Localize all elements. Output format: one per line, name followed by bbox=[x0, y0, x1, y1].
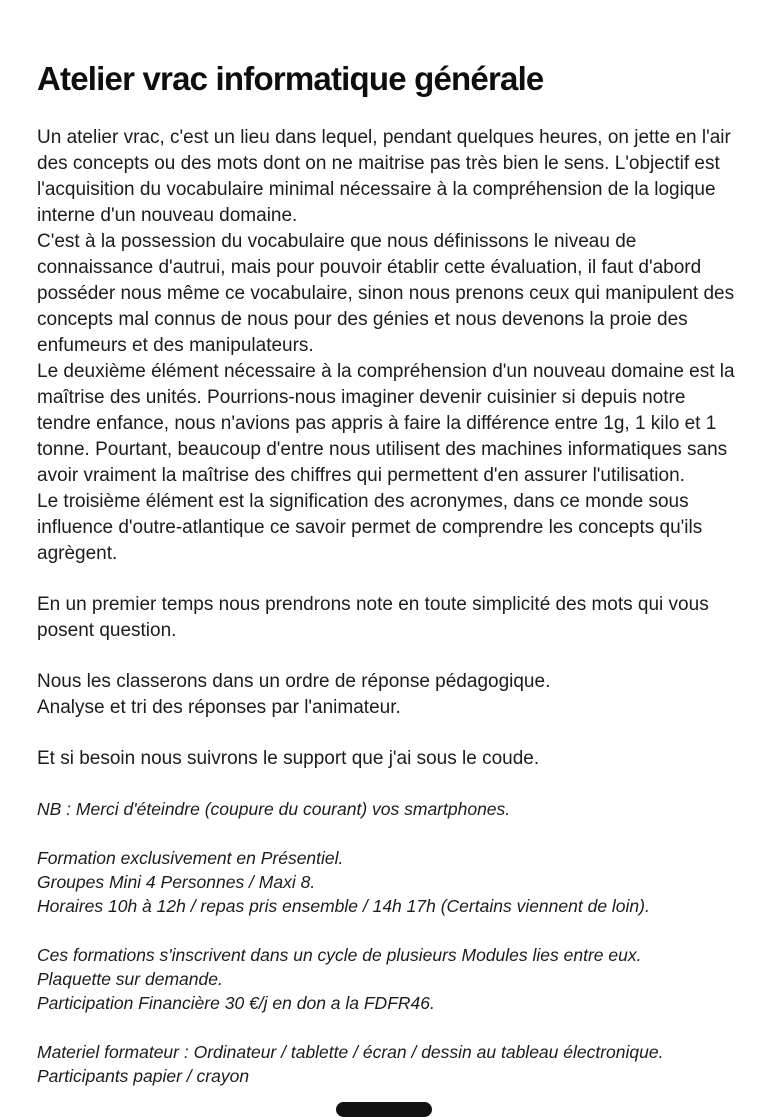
text-line: Le deuxième élément nécessaire à la compréhension d'un nouveau domaine est la maîtrise des unités. Pourrions-nous imaginer devenir cuisinier si depuis notre tendre enfance, nous n'avions pas appris à faire la différence entre 1g, 1 kilo et 1 tonne. Pourtant, beaucoup d'entre nous utilisent des machines informatiques sans avoir vraiment la maîtrise des chiffres qui permettent d'en assurer l'utilisation. bbox=[37, 361, 735, 486]
text-line: En un premier temps nous prendrons note en toute simplicité des mots qui vous posent question. bbox=[37, 594, 709, 641]
home-indicator-bar[interactable] bbox=[336, 1102, 432, 1117]
text-line: Materiel formateur : Ordinateur / tablette / écran / dessin au tableau électronique. bbox=[37, 1042, 664, 1062]
text-block bbox=[37, 797, 744, 821]
text-line: Et si besoin nous suivrons le support que j'ai sous le coude. bbox=[37, 748, 540, 769]
text-block bbox=[37, 669, 744, 721]
text-line: Un atelier vrac, c'est un lieu dans lequel, pendant quelques heures, on jette en l'air des concepts ou des mots dont on ne maitrise pas très bien le sens. L'objectif est l'acquisition du vocabulaire minimal nécessaire à la compréhension de la logique interne d'un nouveau domaine. bbox=[37, 127, 731, 226]
text-block bbox=[37, 746, 744, 772]
text-line: Groupes Mini 4 Personnes / Maxi 8. bbox=[37, 872, 316, 892]
text-block bbox=[37, 592, 744, 644]
text-line: Plaquette sur demande. bbox=[37, 969, 223, 989]
text-line: NB : Merci d'éteindre (coupure du courant) vos smartphones. bbox=[37, 799, 511, 819]
text-line: Formation exclusivement en Présentiel. bbox=[37, 848, 344, 868]
text-line: Participants papier / crayon bbox=[37, 1066, 250, 1086]
text-line: Nous les classerons dans un ordre de réponse pédagogique. bbox=[37, 671, 551, 692]
document-body bbox=[37, 125, 744, 1088]
text-block bbox=[37, 943, 744, 1015]
text-line: Analyse et tri des réponses par l'animateur. bbox=[37, 697, 401, 718]
text-line: Le troisième élément est la signification des acronymes, dans ce monde sous influence d'outre-atlantique ce savoir permet de comprendre les concepts qu'ils agrègent. bbox=[37, 491, 703, 564]
text-block bbox=[37, 1040, 744, 1088]
page-title: Atelier vrac informatique générale bbox=[37, 60, 544, 97]
text-line: Participation Financière 30 €/j en don a la FDFR46. bbox=[37, 993, 435, 1013]
text-line: Horaires 10h à 12h / repas pris ensemble / 14h 17h (Certains viennent de loin). bbox=[37, 896, 650, 916]
text-line: C'est à la possession du vocabulaire que nous définissons le niveau de connaissance d'autrui, mais pour pouvoir établir cette évaluation, il faut d'abord posséder nous même ce vocabulaire, sinon nous prenons ceux qui manipulent des concepts mal connus de nous pour des génies et nous devenons la proie des enfumeurs et des manipulateurs. bbox=[37, 231, 735, 356]
text-block bbox=[37, 846, 744, 918]
text-line: Ces formations s'inscrivent dans un cycle de plusieurs Modules lies entre eux. bbox=[37, 945, 642, 965]
text-block bbox=[37, 125, 744, 567]
